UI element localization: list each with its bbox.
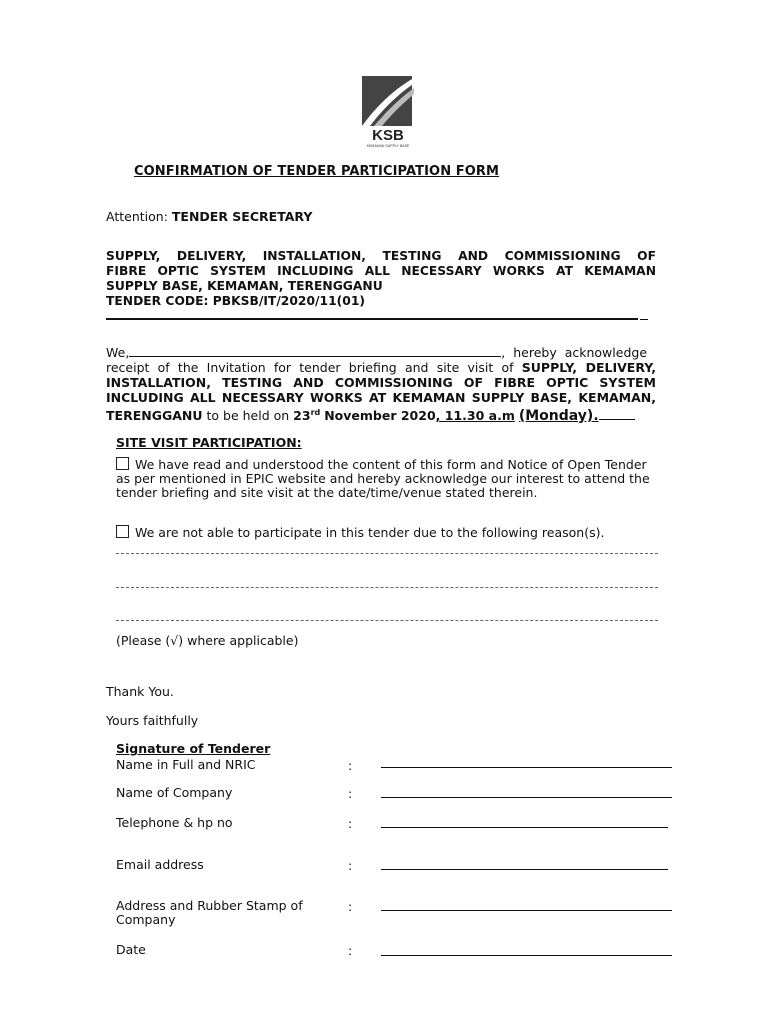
option-participate [116, 457, 656, 500]
field-colon: : [348, 786, 353, 801]
svg-text:KEMAMAN SUPPLY BASE: KEMAMAN SUPPLY BASE [366, 144, 410, 148]
signature-heading: Signature of Tenderer [116, 741, 271, 756]
field-colon: : [348, 899, 353, 914]
ack-line-5 [106, 405, 656, 424]
field-colon: : [348, 858, 353, 873]
thank-you: Thank You. [106, 684, 174, 699]
form-title: CONFIRMATION OF TENDER PARTICIPATION FORM [134, 164, 500, 179]
project-line: FIBRE OPTIC SYSTEM INCLUDING ALL NECESSARY WORKS AT KEMAMAN [106, 264, 656, 278]
acknowledgement-paragraph [106, 345, 656, 424]
participate-checkbox[interactable] [116, 457, 129, 470]
applicable-note: (Please (√) where applicable) [116, 633, 299, 648]
field-colon: : [348, 758, 353, 773]
tender-code: TENDER CODE: PBKSB/IT/2020/11(01) [106, 294, 365, 308]
date-field[interactable] [381, 955, 672, 956]
ack-text: receipt of the Invitation for tender briefing and site visit of [106, 360, 514, 375]
not-participate-checkbox[interactable] [116, 525, 129, 538]
ack-bold: SUPPLY, DELIVERY, [521, 360, 656, 375]
hereby-text: , hereby acknowledge [501, 345, 648, 360]
name-nric-label: Name in Full and NRIC [116, 757, 256, 772]
reason-line-3[interactable] [116, 620, 658, 621]
tenderer-name-field[interactable] [129, 356, 501, 357]
ack-line-1 [106, 345, 656, 360]
attention-line [106, 209, 312, 224]
field-colon: : [348, 943, 353, 958]
reason-line-2[interactable] [116, 587, 658, 588]
time: , 11.30 a.m [435, 408, 515, 424]
email-field[interactable] [381, 869, 668, 870]
we-label: We, [106, 345, 130, 360]
field-colon: : [348, 816, 353, 831]
project-description [106, 249, 656, 309]
ack-text: to be held on [206, 408, 290, 424]
site-visit-heading: SITE VISIT PARTICIPATION: [116, 435, 302, 450]
ksb-logo [360, 74, 416, 150]
reason-line-1[interactable] [116, 553, 658, 554]
project-line: SUPPLY, DELIVERY, INSTALLATION, TESTING AND COMMISSIONING OF [106, 249, 656, 263]
telephone-field[interactable] [381, 827, 668, 828]
attention-label: Attention: [106, 209, 168, 224]
ack-bold: TERENGGANU [106, 408, 203, 424]
address-stamp-field[interactable] [381, 910, 672, 911]
weekday: (Monday). [518, 408, 599, 425]
date-sup: rd [310, 408, 321, 417]
participate-text: We have read and understood the content of this form and Notice of Open Tender as per mentioned in EPIC website and hereby acknowledge our interest to attend the tender briefing and site visit at the date/time/venue stated therein. [116, 457, 650, 500]
option-not-participate [116, 525, 656, 540]
divider-rule [106, 318, 638, 320]
date-underline-tail [599, 419, 635, 420]
date-label: Date [116, 942, 146, 957]
date-rest: November 2020 [324, 408, 436, 424]
email-label: Email address [116, 857, 204, 872]
company-name-field[interactable] [381, 797, 672, 798]
attention-value: TENDER SECRETARY [171, 209, 313, 224]
company-name-label: Name of Company [116, 785, 233, 800]
not-participate-text: We are not able to participate in this tender due to the following reason(s). [135, 525, 605, 540]
address-stamp-label: Address and Rubber Stamp of Company [116, 898, 303, 927]
name-nric-field[interactable] [381, 767, 672, 768]
ack-line-2 [106, 360, 656, 375]
ack-line-4: INCLUDING ALL NECESSARY WORKS AT KEMAMAN SUPPLY BASE, KEMAMAN, [106, 390, 656, 405]
date-day: 23 [293, 408, 311, 424]
yours-faithfully: Yours faithfully [106, 713, 199, 728]
ack-line-3: INSTALLATION, TESTING AND COMMISSIONING OF FIBRE OPTIC SYSTEM [106, 375, 656, 390]
svg-text:KSB: KSB [372, 127, 404, 144]
project-line: SUPPLY BASE, KEMAMAN, TERENGGANU [106, 279, 383, 293]
telephone-label: Telephone & hp no [116, 815, 233, 830]
divider-rule-tail [640, 319, 648, 320]
